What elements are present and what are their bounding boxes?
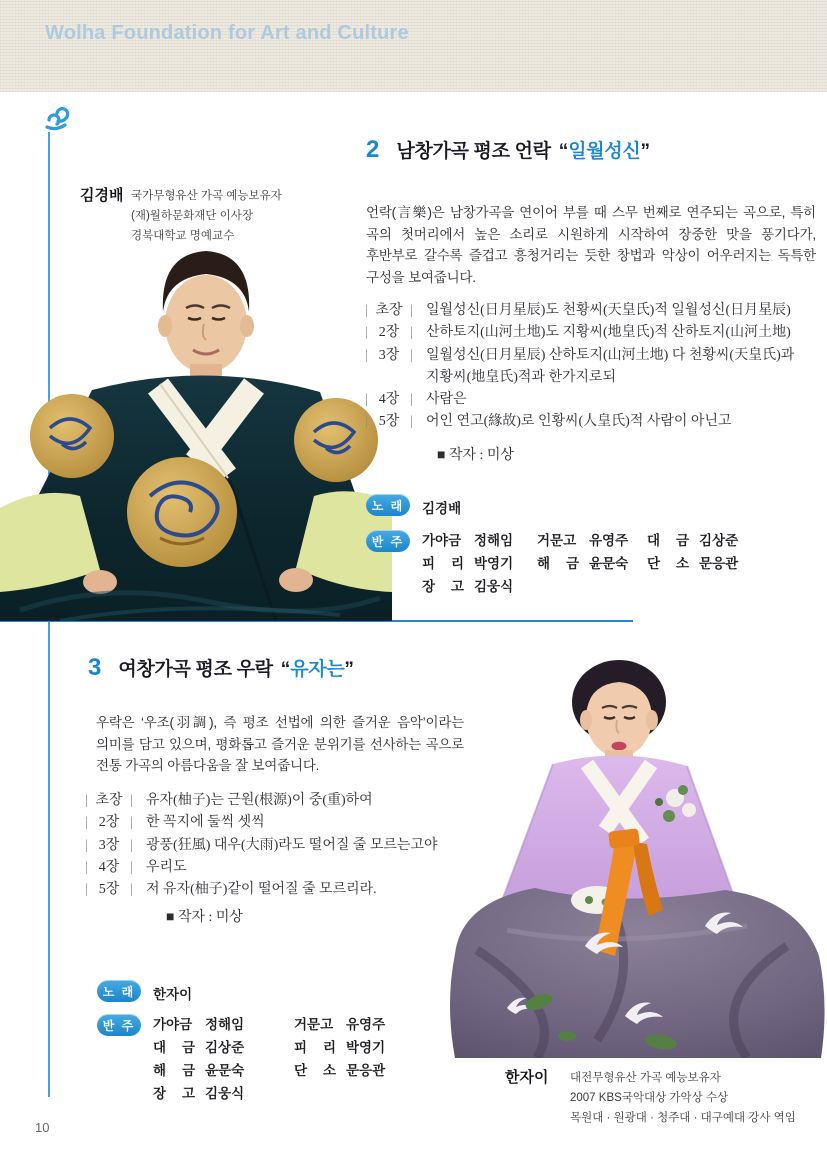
accompanist: 피 리 박영기 [422,556,514,571]
section-2-description: 언락(言樂)은 남창가곡을 연이어 부를 때 스무 번째로 연주되는 곡으로, 특히 곡의 첫머리에서 높은 소리로 시원하게 시작하여 장중한 맛을 풍기다가, 후반부로 갈수록 즐겁고 흥청거리는 듯한 창법과 악상이 어우러지는 독특한 구성을 보여줍니다. [366,205,816,285]
section-2-accompaniment-row [366,530,822,596]
section-number: 3 [88,654,102,681]
page-header [0,0,827,92]
accompanist: 해 금 윤문숙 [537,556,629,571]
accompaniment-badge: 반 주 [97,1014,141,1036]
verse-line: | 4장 | 사람은 [365,392,467,408]
credential-line: 2007 KBS국악대상 가악상 수상 [570,1092,729,1104]
section-2-song-row [366,494,461,517]
verse-line: | 2장 | 한 꼭지에 둘씩 셋씩 [85,815,265,831]
section-name: 남창가곡 평조 언락 [396,141,551,162]
accompanist: 단 소 문응관 [647,556,739,571]
accompanist-grid [422,530,822,596]
accompanist: 가야금 정해임 [153,1017,245,1032]
accompanist: 장 고 김웅식 [153,1086,245,1101]
song-title-highlight: 일월성신 [568,141,641,162]
verse-line: | 5장 | 저 유자(柚子)같이 떨어질 줄 모르리라. [85,882,377,898]
cloud-scroll-icon [42,106,72,132]
section-3-verses [85,790,467,901]
credential-line: (재)월하문화재단 이사장 [131,210,253,222]
quote-mark: ” [344,659,354,680]
verse-line: | 2장 | 산하토지(山河土地)도 지황씨(地皇氏)적 산하토지(山河土地) [365,325,791,341]
performer-credentials [131,186,282,246]
author-note: ■ 작자 : 미상 [166,910,243,925]
accompanist-grid [153,1014,466,1103]
quote-mark: ” [640,141,650,162]
credential-line: 대전무형유산 가곡 예능보유자 [570,1072,721,1084]
credential-line: 경북대학교 명예교수 [131,230,235,242]
accompanist: 해 금 윤문숙 [153,1063,245,1078]
accompanist: 대 금 김상준 [153,1040,245,1055]
verse-line: | 초장 | 일월성신(日月星辰)도 천황씨(天皇氏)적 일월성신(日月星辰) [365,303,791,318]
foundation-title: Wolha Foundation for Art and Culture [45,22,409,44]
performer-name: 김경배 [80,187,124,204]
song-badge: 노 래 [97,980,141,1002]
performer-name: 한자이 [505,1069,549,1086]
accompanist: 거문고 유영주 [537,533,629,548]
verse-line: | 4장 | 우리도 [85,859,187,875]
credential-line: 목원대 · 원광대 · 청주대 · 대구예대 강사 역임 [570,1112,796,1124]
accompanist: 가야금 정해임 [422,533,514,548]
singer-name: 한자이 [153,987,193,1002]
verse-line: | 5장 | 어인 연고(緣故)로 인황씨(人皇氏)적 사람이 아닌고 [365,414,732,430]
photo-han-ja-i [447,650,827,1058]
accompanist: 피 리 박영기 [294,1040,386,1055]
verse-line: | 초장 | 유자(柚子)는 근원(根源)이 중(重)하여 [85,793,373,808]
accompanist: 장 고 김웅식 [422,579,514,594]
page-number: 10 [35,1120,50,1135]
performer-credentials [570,1068,796,1128]
verse-line: | 3장 | 일월성신(日月星辰) 산하토지(山河土地) 다 천황씨(天皇氏)과 지황씨(地皇氏)적과 한가지로되 [365,347,795,385]
section-3-accompaniment-row [97,1014,466,1103]
credential-line: 국가무형유산 가곡 예능보유자 [131,190,282,202]
photo-kim-kyung-bae [0,238,392,621]
section-2-verses [365,300,823,434]
accompaniment-badge: 반 주 [366,530,410,552]
song-badge: 노 래 [366,494,410,516]
section-3-description: 우락은 ‘우조(羽調), 즉 평조 선법에 의한 즐거운 음악’이라는 의미를 담고 있으며, 평화롭고 즐거운 분위기를 선사하는 곡으로 전통 가곡의 아름다움을 잘 보여줍니다. [96,715,464,773]
verse-line: | 3장 | 광풍(狂風) 대우(大雨)라도 떨어질 줄 모르는고야 [85,837,438,853]
accompanist: 단 소 문응관 [294,1063,386,1078]
quote-mark: “ [280,659,291,680]
accompanist: 거문고 유영주 [294,1017,386,1032]
singer-name: 김경배 [422,501,462,516]
author-note: ■ 작자 : 미상 [437,448,514,463]
song-title-highlight: 유자는 [290,659,345,680]
section-3-title [88,654,354,682]
section-number: 2 [366,136,380,163]
quote-mark: “ [558,141,569,162]
section-name: 여창가곡 평조 우락 [118,659,273,680]
accompanist: 대 금 김상준 [647,533,739,548]
section-2-title [366,136,650,164]
section-3-song-row [97,980,192,1003]
